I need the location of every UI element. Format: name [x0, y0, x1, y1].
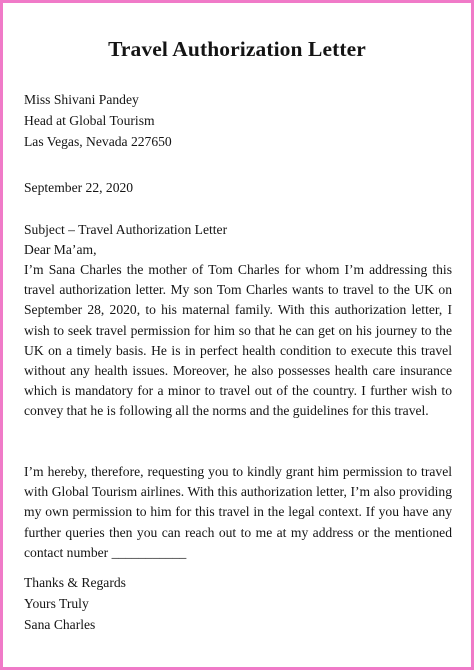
body-paragraph-2: I’m hereby, therefore, requesting you to kindly grant him permission to travel with Global Tourism airlines. With this authorization letter, I’m also providing my own permission to him for this travel in the legal context. If you have any further queries then you can reach out to me at my address or the mentioned contact number ___________ — [24, 464, 452, 560]
letter-salutation: Dear Ma’am, — [24, 242, 97, 257]
recipient-name: Miss Shivani Pandey — [24, 92, 139, 107]
recipient-address: Las Vegas, Nevada 227650 — [24, 134, 172, 149]
letter-title: Travel Authorization Letter — [108, 37, 366, 61]
signer-name: Sana Charles — [24, 617, 96, 632]
closing-sign-off: Yours Truly — [24, 596, 89, 611]
letter-subject: Subject – Travel Authorization Letter — [24, 222, 228, 237]
body-paragraph-1: I’m Sana Charles the mother of Tom Charles for whom I’m addressing this travel authorization letter. My son Tom Charles wants to travel to the UK on September 28, 2020, to his maternal family. With this authorization letter, I wish to seek travel permission for him so that he can get on his journey to the UK on a timely basis. He is in perfect health condition to execute this travel without any health issues. Moreover, he also possesses health care insurance which is mandatory for a minor to travel out of the country. I further wish to convey that he is following all the norms and the guidelines for this travel. — [24, 262, 452, 419]
closing-regards: Thanks & Regards — [24, 575, 126, 590]
recipient-position: Head at Global Tourism — [24, 113, 155, 128]
letter-date: September 22, 2020 — [24, 180, 134, 195]
